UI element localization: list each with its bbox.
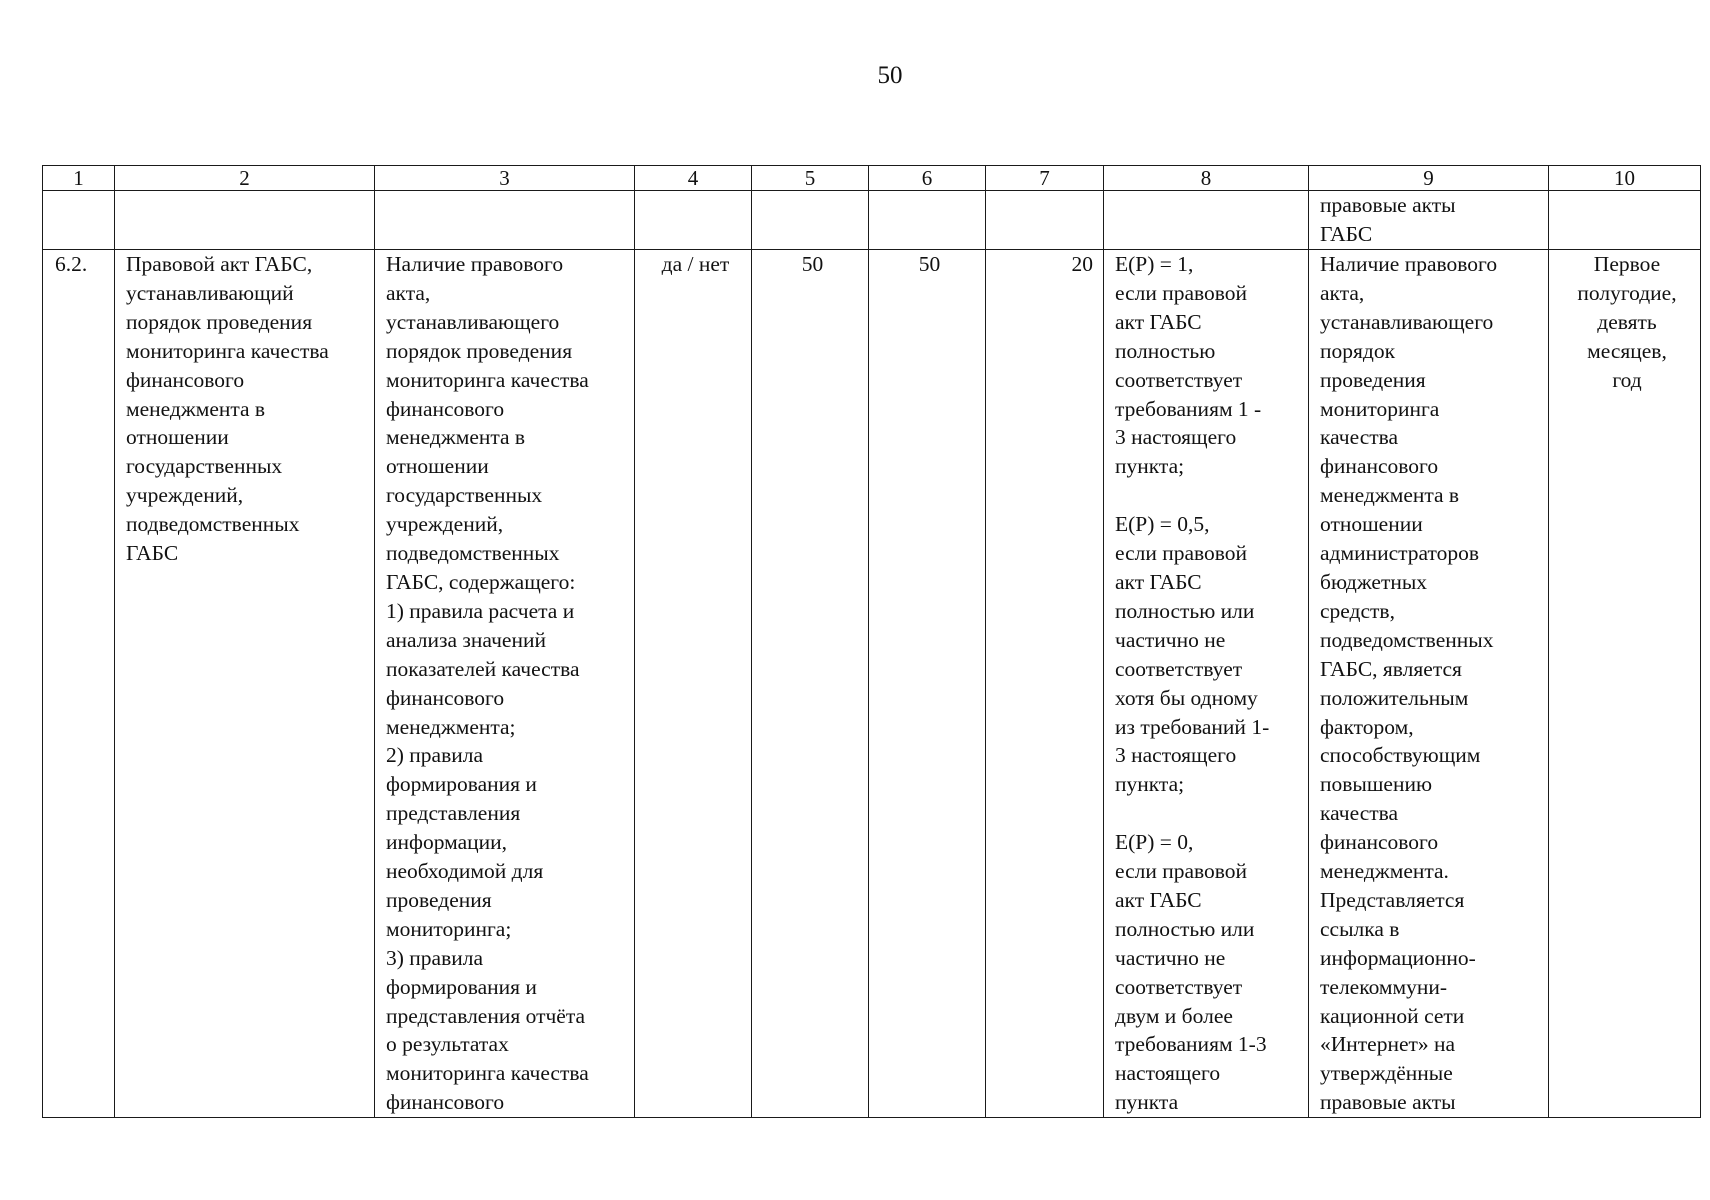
- continuation-text: правовые акты ГАБС: [1309, 191, 1549, 250]
- comment-text: Наличие правового акта, устанавливающего порядок проведения мониторинга качества финансового менеджмента в отношении администраторов бюджетных средств, подведомственных ГАБС, является положительным фактором, способствующим повышению качества финансового менеджмента. Представляется ссылка в информационно- телекоммуни- кационной сети «Интернет» на утверждённые правовые акты: [1309, 250, 1549, 1118]
- header-cell: 10: [1549, 166, 1701, 191]
- period-text: Первое полугодие, девять месяцев, год: [1549, 250, 1701, 1118]
- header-row: [43, 166, 1701, 191]
- indicator-table: [42, 165, 1701, 1118]
- formula-text: E(P) = 1, если правовой акт ГАБС полностью соответствует требованиям 1 - 3 настоящего пункта; E(P) = 0,5, если правовой акт ГАБС полностью или частично не соответствует хотя бы одному из требований 1- 3 настоящего пункта; E(P) = 0, если правовой акт ГАБС полностью или частично не соответствует двум и более требованиям 1-3 настоящего пункта: [1104, 250, 1309, 1118]
- continuation-row: [43, 191, 1701, 250]
- table-cell: [115, 191, 375, 250]
- indicator-name: Правовой акт ГАБС, устанавливающий порядок проведения мониторинга качества финансового менеджмента в отношении государственных учреждений, подведомственных ГАБС: [115, 250, 375, 1118]
- table-cell: [1104, 191, 1309, 250]
- header-cell: 6: [869, 166, 986, 191]
- table-cell: [1549, 191, 1701, 250]
- header-cell: 3: [375, 166, 635, 191]
- indicator-description: Наличие правового акта, устанавливающего порядок проведения мониторинга качества финансового менеджмента в отношении государственных учреждений, подведомственных ГАБС, содержащего: 1) правила расчета и анализа значений показателей качества финансового менеджмента; 2) правила формирования и представления информации, необходимой для проведения мониторинга; 3) правила формирования и представления отчёта о результатах мониторинга качества финансового: [375, 250, 635, 1118]
- header-cell: 9: [1309, 166, 1549, 191]
- page-number: 50: [877, 62, 903, 89]
- header-cell: 8: [1104, 166, 1309, 191]
- row-number: 6.2.: [43, 250, 115, 1118]
- table-cell: [986, 191, 1104, 250]
- value-col7: 20: [986, 250, 1104, 1118]
- table-cell: [869, 191, 986, 250]
- value-col5: 50: [752, 250, 869, 1118]
- value-col6: 50: [869, 250, 986, 1118]
- header-cell: 7: [986, 166, 1104, 191]
- header-cell: 1: [43, 166, 115, 191]
- header-cell: 4: [635, 166, 752, 191]
- table-cell: [375, 191, 635, 250]
- table-cell: [43, 191, 115, 250]
- table-row: [43, 250, 1701, 1118]
- table-cell: [635, 191, 752, 250]
- header-cell: 5: [752, 166, 869, 191]
- header-cell: 2: [115, 166, 375, 191]
- unit-value: да / нет: [635, 250, 752, 1118]
- table-cell: [752, 191, 869, 250]
